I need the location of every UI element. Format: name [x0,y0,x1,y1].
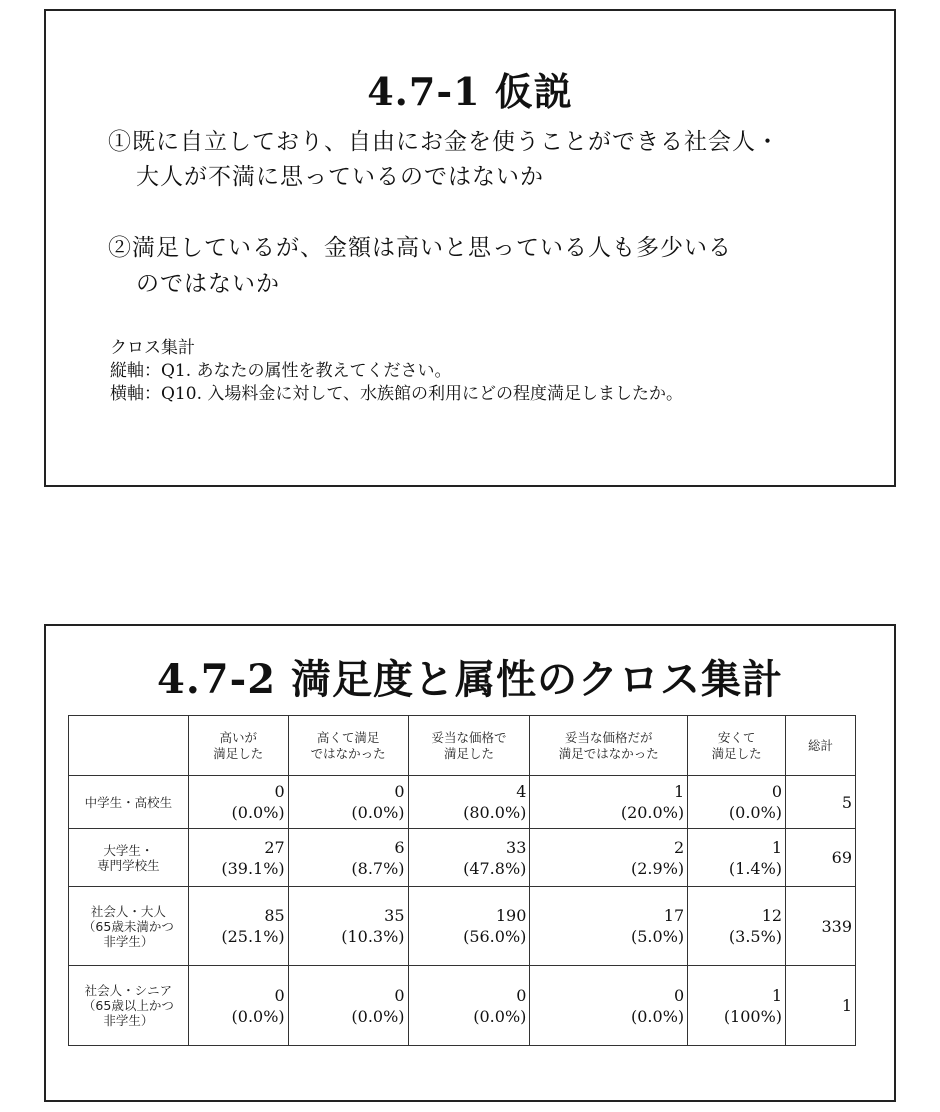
table-cell: 0 (0.0%) [188,966,288,1046]
row-total: 1 [786,966,856,1046]
table-cell: 1 (1.4%) [688,829,786,887]
corner-cell [69,716,189,776]
table-cell: 4 (80.0%) [408,776,530,829]
table-cell: 0 (0.0%) [688,776,786,829]
table-cell: 27 (39.1%) [188,829,288,887]
column-header: 妥当な価格で 満足した [408,716,530,776]
slide-cross-tabulation [44,624,896,1102]
hypothesis-2-line-2: のではないか [136,271,280,297]
table-cell: 190 (56.0%) [408,887,530,966]
row-total: 69 [786,829,856,887]
table-cell: 85 (25.1%) [188,887,288,966]
table-row [69,887,856,966]
table-cell: 6 (8.7%) [288,829,408,887]
row-header: 中学生・高校生 [69,776,189,829]
vertical-axis-note: 縦軸：Q1. あなたの属性を教えてください。 [110,361,452,381]
table-cell: 33 (47.8%) [408,829,530,887]
row-total: 5 [786,776,856,829]
row-header: 社会人・シニア （65歳以上かつ 非学生） [69,966,189,1046]
cross-tab-label: クロス集計 [110,338,195,358]
row-header: 社会人・大人 （65歳未満かつ 非学生） [69,887,189,966]
total-header: 総計 [786,716,856,776]
table-cell: 0 (0.0%) [288,966,408,1046]
table-cell: 0 (0.0%) [288,776,408,829]
table-cell: 0 (0.0%) [530,966,688,1046]
table-cell: 12 (3.5%) [688,887,786,966]
table-row [69,829,856,887]
table-row [69,776,856,829]
table-row [69,966,856,1046]
row-header: 大学生・ 専門学校生 [69,829,189,887]
table-cell: 2 (2.9%) [530,829,688,887]
column-header: 安くて 満足した [688,716,786,776]
table-cell: 17 (5.0%) [530,887,688,966]
hypothesis-2-line-1: ②満足しているが、金額は高いと思っている人も多少いる [108,235,732,261]
table-cell: 1 (100%) [688,966,786,1046]
cross-tab-table [68,715,856,1046]
table-cell: 1 (20.0%) [530,776,688,829]
column-header: 高いが 満足した [188,716,288,776]
slide-title: 4.7-1 仮説 [367,69,573,114]
table-cell: 35 (10.3%) [288,887,408,966]
horizontal-axis-note: 横軸：Q10. 入場料金に対して、水族館の利用にどの程度満足しましたか。 [110,384,684,404]
hypothesis-1-line-2: 大人が不満に思っているのではないか [136,164,544,190]
table-cell: 0 (0.0%) [188,776,288,829]
row-total: 339 [786,887,856,966]
table-header-row [69,716,856,776]
column-header: 妥当な価格だが 満足ではなかった [530,716,688,776]
table-cell: 0 (0.0%) [408,966,530,1046]
column-header: 高くて満足 ではなかった [288,716,408,776]
slide-hypothesis [44,9,896,487]
hypothesis-1-line-1: ①既に自立しており、自由にお金を使うことができる社会人・ [108,129,780,155]
slide-title: 4.7-2 満足度と属性のクロス集計 [157,656,783,703]
